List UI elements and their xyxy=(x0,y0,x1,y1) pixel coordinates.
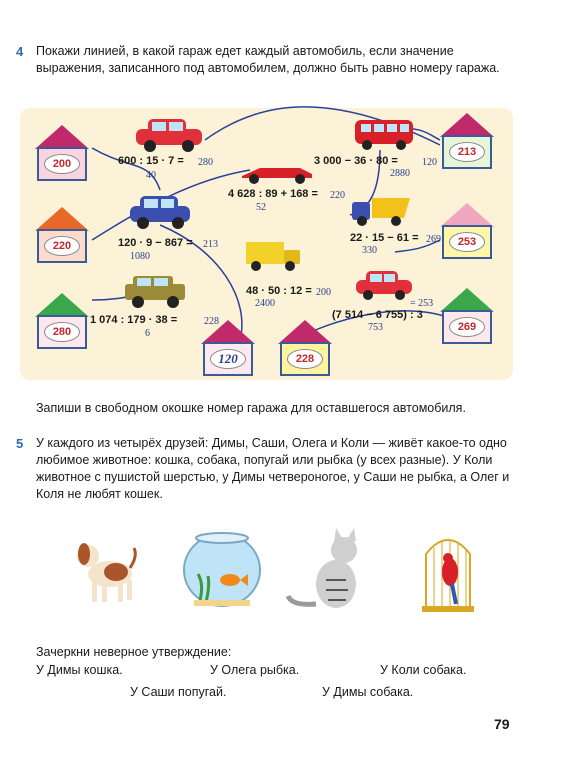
cat-picture xyxy=(282,520,368,614)
expression-7-work: 6 xyxy=(145,328,150,339)
expression-7-answer: 228 xyxy=(204,316,219,327)
garage-roof xyxy=(440,113,494,137)
expression-5: 22 · 15 − 61 = xyxy=(350,232,419,244)
expression-2-work: 52 xyxy=(256,202,266,213)
task-5-text: У каждого из четырёх друзей: Димы, Саши, Олега и Коли — живёт какое-то одно любимое животное: кошка, собака, попугай или рыбка (у всех разные). У Коли животное с пушистой шерстью, у Димы четвероногое, у Саши не рыбка, а Олег и Коля не любят кошек. xyxy=(36,436,510,501)
expression-1: 600 : 15 · 7 = xyxy=(118,155,184,167)
garage-roof xyxy=(440,288,494,312)
task-4-text: Покажи линией, в какой гараж едет каждый автомобиль, если значение выражения, записанного под автомобилем, должно быть равно номеру гаража. xyxy=(36,44,500,75)
garage-number: 253 xyxy=(449,232,485,252)
expression-2: 4 628 : 89 + 168 = xyxy=(228,188,318,200)
expression-8: (7 514 − 6 755) : 3 xyxy=(332,309,423,321)
expression-3-answer: 120 xyxy=(422,157,437,168)
parrot-in-cage-picture xyxy=(420,520,476,616)
expression-6: 48 · 50 : 12 = xyxy=(246,285,312,297)
jeep-olive xyxy=(123,274,187,310)
expression-4-answer: 213 xyxy=(203,239,218,250)
statement-3[interactable]: У Коли собака. xyxy=(380,663,467,677)
garage-number: 220 xyxy=(44,236,80,256)
statement-1[interactable]: У Димы кошка. xyxy=(36,663,123,677)
statement-2[interactable]: У Олега рыбка. xyxy=(210,663,300,677)
garage-number: 228 xyxy=(287,349,323,369)
expression-2-answer: 220 xyxy=(330,190,345,201)
page-number: 79 xyxy=(494,716,510,732)
expression-3-work: 2880 xyxy=(390,168,410,179)
expression-8-work: 753 xyxy=(368,322,383,333)
bus-red xyxy=(353,118,415,152)
race-car-red xyxy=(240,160,314,184)
expression-4-work: 1080 xyxy=(130,251,150,262)
garage-roof xyxy=(35,293,89,317)
free-box-instruction: Запиши в свободном окошке номер гаража для оставшегося автомобиля. xyxy=(36,401,466,415)
expression-4: 120 · 9 − 867 = xyxy=(118,237,193,249)
van-yellow xyxy=(244,238,302,274)
truck-yellow xyxy=(350,194,412,228)
car-red xyxy=(134,115,204,153)
task-5-number: 5 xyxy=(16,436,24,451)
garage-number: 200 xyxy=(44,154,80,174)
car-blue xyxy=(128,194,192,230)
expression-6-work: 2400 xyxy=(255,298,275,309)
expression-1-answer: 280 xyxy=(198,157,213,168)
expression-3: 3 000 − 36 · 80 = xyxy=(314,155,398,167)
garage-roof xyxy=(440,203,494,227)
statement-5-crossed[interactable]: У Димы собака. xyxy=(322,685,414,699)
garage-roof xyxy=(35,125,89,149)
expression-1-work: 40 xyxy=(146,170,156,181)
garage-number: 213 xyxy=(449,142,485,162)
dog-picture xyxy=(72,528,138,608)
strike-instruction: Зачеркни неверное утверждение: xyxy=(36,645,232,659)
expression-6-answer: 200 xyxy=(316,287,331,298)
expression-5-answer: 269 xyxy=(426,234,441,245)
expression-5-work: 330 xyxy=(362,245,377,256)
garage-number: 269 xyxy=(449,317,485,337)
expression-7: 1 074 : 179 · 38 = xyxy=(90,314,178,326)
statement-4[interactable]: У Саши попугай. xyxy=(130,685,227,699)
garage-roof xyxy=(35,207,89,231)
garage-number: 280 xyxy=(44,322,80,342)
fish-bowl-picture xyxy=(180,524,264,610)
garage-number-handwritten: 120 xyxy=(210,349,246,369)
car-red-small xyxy=(354,268,414,302)
garage-roof xyxy=(278,320,332,344)
task-4-number: 4 xyxy=(16,44,24,59)
expression-8-answer: = 253 xyxy=(410,298,434,309)
